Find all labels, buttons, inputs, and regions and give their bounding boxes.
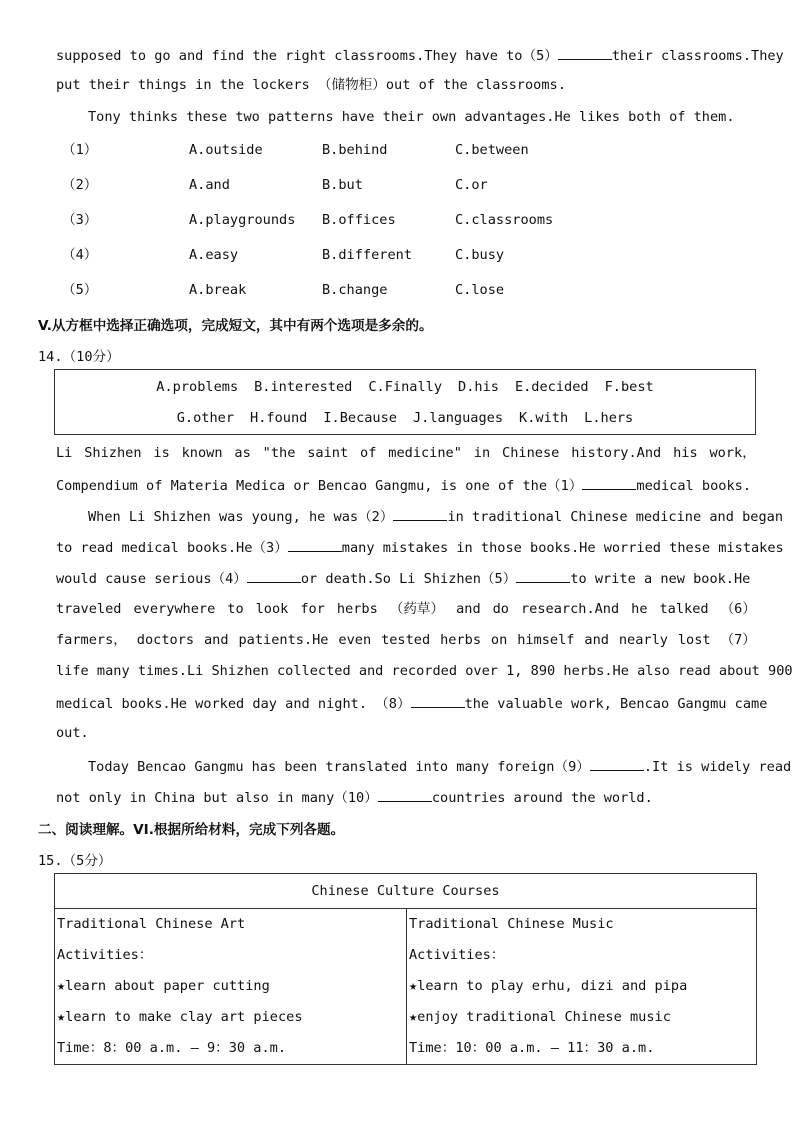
word-box [54, 369, 756, 435]
word: medicine" [388, 445, 462, 461]
passage-line [56, 787, 756, 807]
answer-blank [247, 568, 301, 583]
passage-line [56, 444, 756, 462]
answer-blank [590, 756, 644, 771]
option-choice[interactable]: A.and [189, 177, 230, 193]
word: "the [262, 445, 296, 461]
passage-line [56, 600, 756, 618]
word-option: H.found [250, 410, 308, 426]
activity-item: ★learn to make clay art pieces [57, 1009, 303, 1025]
option-choice[interactable]: C.or [455, 177, 488, 193]
activity-item: ★learn about paper cutting [57, 978, 270, 994]
activity-item: ★learn to play erhu, dizi and pipa [409, 978, 688, 994]
word-option: B.interested [254, 379, 353, 395]
word-option: L.hers [584, 410, 634, 426]
option-number: （1） [62, 142, 98, 158]
option-row [62, 281, 582, 299]
activities-label: Activities： [409, 947, 505, 963]
option-choice[interactable]: C.lose [455, 282, 505, 298]
passage-line [56, 475, 756, 495]
option-choice[interactable]: B.change [322, 282, 388, 298]
word-option: J.languages [413, 410, 504, 426]
section-title: V.从方框中选择正确选项，完成短文，其中有两个选项是多余的。 [38, 318, 433, 334]
word: and [584, 632, 609, 648]
answer-blank [582, 475, 636, 490]
activity-item: ★enjoy traditional Chinese music [409, 1009, 671, 1025]
word: and [204, 632, 229, 648]
option-choice[interactable]: A.break [189, 282, 247, 298]
option-row [62, 141, 582, 159]
course-name: Traditional Chinese Art [57, 916, 246, 932]
option-choice[interactable]: C.between [455, 142, 529, 158]
option-choice[interactable]: B.different [322, 247, 413, 263]
word: work， [709, 445, 756, 461]
passage-line [56, 45, 784, 65]
passage-line [88, 506, 784, 526]
word: everywhere [133, 601, 216, 617]
course-time: Time：8：00 a.m. – 9：30 a.m. [57, 1040, 287, 1056]
word: is [153, 445, 170, 461]
course-time: Time：10：00 a.m. – 11：30 a.m. [409, 1040, 655, 1056]
word: saint [307, 445, 349, 461]
answer-blank [288, 537, 342, 552]
passage-line [56, 537, 784, 557]
option-row [62, 211, 582, 229]
section-title: 二、阅读理解。VI.根据所给材料，完成下列各题。 [38, 822, 345, 838]
word: talked [659, 601, 709, 617]
option-choice[interactable]: B.but [322, 177, 363, 193]
word: do [492, 601, 509, 617]
passage-line: Tony thinks these two patterns have their own advantages.He likes both of them. [88, 109, 735, 125]
option-row [62, 176, 582, 194]
word: to [227, 601, 244, 617]
text-segment: Today Bencao Gangmu has been translated into many foreign（9） [88, 759, 590, 775]
word: Chinese [502, 445, 560, 461]
word: （6） [720, 601, 756, 617]
word: as [234, 445, 251, 461]
option-choice[interactable]: B.behind [322, 142, 388, 158]
text-segment: or death.So Li Shizhen（5） [300, 571, 517, 587]
course-art-cell [55, 909, 407, 1065]
option-choice[interactable]: A.playgrounds [189, 212, 296, 228]
text-segment: in traditional Chinese medicine and began [447, 509, 784, 525]
text-segment: countries around the world. [431, 790, 653, 806]
option-number: （3） [62, 212, 98, 228]
word: doctors [136, 632, 195, 648]
word: lost [677, 632, 711, 648]
word: patients.He [238, 632, 329, 648]
text-segment: medical books. [636, 478, 751, 494]
word: herbs [336, 601, 378, 617]
word-option: K.with [519, 410, 569, 426]
option-number: （2） [62, 177, 98, 193]
passage-line: out. [56, 725, 89, 741]
text-segment: to read medical books.He（3） [56, 540, 288, 556]
word: in [473, 445, 491, 461]
question-number: 15.（5分） [38, 853, 112, 869]
word: （7） [720, 632, 756, 648]
answer-blank [393, 506, 447, 521]
course-name: Traditional Chinese Music [409, 916, 614, 932]
word: and [456, 601, 481, 617]
text-segment: to write a new book.He [570, 571, 751, 587]
passage-line [56, 693, 768, 713]
word: on [490, 632, 508, 648]
text-segment: medical books.He worked day and night. （8） [56, 696, 411, 712]
word: for [300, 601, 325, 617]
answer-blank [411, 693, 465, 708]
option-choice[interactable]: A.easy [189, 247, 239, 263]
word: herbs [440, 632, 481, 648]
text-segment: their classrooms.They [611, 48, 784, 64]
answer-blank [516, 568, 570, 583]
passage-line: life many times.Li Shizhen collected and recorded over 1, 890 herbs.He also read about 900 [56, 663, 793, 679]
option-choice[interactable]: C.busy [455, 247, 505, 263]
passage-line [56, 568, 756, 588]
word-option: G.other [176, 410, 235, 426]
word: （药草） [389, 601, 445, 617]
course-music-cell [407, 909, 757, 1065]
word: himself [517, 632, 575, 648]
word: his [673, 445, 698, 461]
word-box-row [55, 379, 755, 395]
word: known [181, 445, 223, 461]
option-choice[interactable]: A.outside [189, 142, 263, 158]
option-row [62, 246, 582, 264]
text-segment: the valuable work, Bencao Gangmu came [464, 696, 768, 712]
word: research.And [520, 601, 620, 617]
question-number: 14.（10分） [38, 349, 120, 365]
word-option: D.his [458, 379, 499, 395]
word: even [338, 632, 372, 648]
word-option: I.Because [323, 410, 397, 426]
text-segment: would cause serious（4） [56, 571, 247, 587]
word: of [360, 445, 377, 461]
word: Li [56, 445, 73, 461]
option-choice[interactable]: C.classrooms [455, 212, 554, 228]
text-segment: Compendium of Materia Medica or Bencao Gangmu, is one of the（1） [56, 478, 583, 494]
option-number: （5） [62, 282, 98, 298]
word-box-row [55, 410, 755, 426]
passage-line: put their things in the lockers （储物柜）out of the classrooms. [56, 77, 566, 93]
text-segment: .It is widely read [643, 759, 792, 775]
word-option: C.Finally [368, 379, 443, 395]
word-option: F.best [604, 379, 654, 395]
text-segment: When Li Shizhen was young, he was（2） [88, 509, 394, 525]
option-choice[interactable]: B.offices [322, 212, 396, 228]
word: look [255, 601, 289, 617]
passage-line [88, 756, 792, 776]
course-table [54, 873, 757, 1065]
activities-label: Activities： [57, 947, 153, 963]
word: farmers， [56, 632, 127, 648]
word: he [631, 601, 648, 617]
word: nearly [618, 632, 668, 648]
word-option: A.problems [156, 379, 239, 395]
text-segment: supposed to go and find the right classrooms.They have to（5） [56, 48, 558, 64]
word: traveled [56, 601, 122, 617]
word: Shizhen [84, 445, 142, 461]
option-number: （4） [62, 247, 98, 263]
word: tested [381, 632, 431, 648]
passage-line [56, 631, 756, 649]
word: history.And [571, 445, 662, 461]
word-option: E.decided [514, 379, 589, 395]
course-table-title: Chinese Culture Courses [55, 874, 757, 909]
text-segment: not only in China but also in many（10） [56, 790, 378, 806]
answer-blank [558, 45, 612, 60]
answer-blank [378, 787, 432, 802]
text-segment: many mistakes in those books.He worried these mistakes [341, 540, 784, 556]
